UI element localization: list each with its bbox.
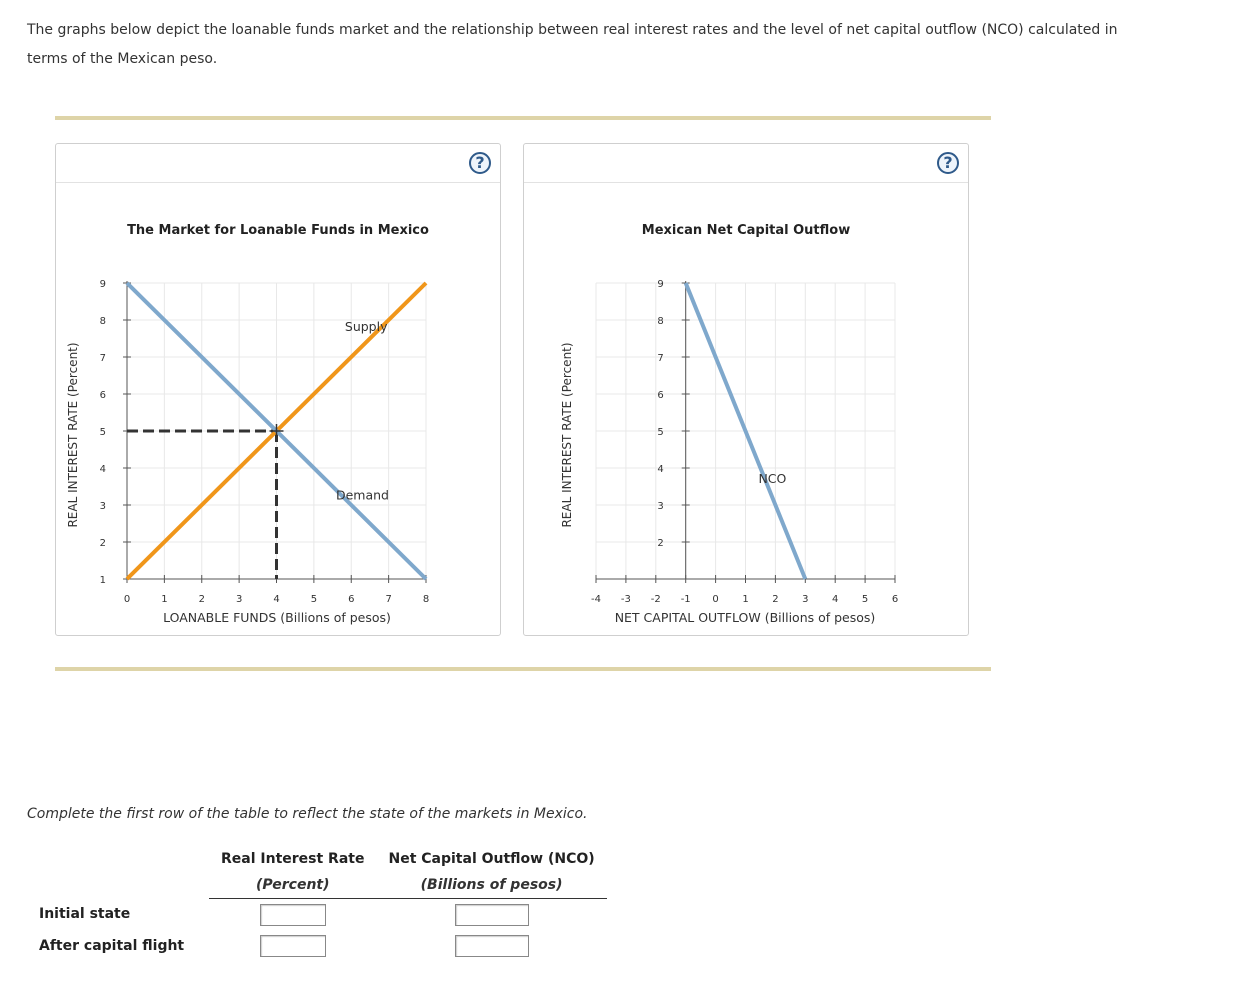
x-axis-label: NET CAPITAL OUTFLOW (Billions of pesos) xyxy=(614,610,876,625)
blank-header xyxy=(27,872,209,899)
y-tick-label: 4 xyxy=(657,464,664,475)
series-label: Supply xyxy=(344,319,388,335)
x-tick-label: 2 xyxy=(198,594,205,605)
rate-unit: (Percent) xyxy=(209,872,376,899)
y-axis-label: REAL INTEREST RATE (Percent) xyxy=(66,342,80,528)
y-tick-label: 8 xyxy=(657,316,664,327)
rate-column-header: Real Interest Rate xyxy=(221,851,365,867)
x-tick-label: 0 xyxy=(712,594,719,605)
intro-text: The graphs below depict the loanable funds market and the relationship between real interest rates and the level of net capital outflow (NCO) calculated in terms of the Mexican peso. xyxy=(27,22,1118,67)
flight-rate-input[interactable] xyxy=(260,935,326,957)
initial-rate-input[interactable] xyxy=(260,904,326,926)
y-tick-label: 2 xyxy=(99,538,106,549)
x-tick-label: 0 xyxy=(123,594,131,605)
x-tick-label: -2 xyxy=(650,594,661,605)
blank-header xyxy=(27,846,209,872)
x-tick-label: 1 xyxy=(161,594,168,605)
instructions: Complete the first row of the table to reflect the state of the markets in Mexico. xyxy=(27,806,588,822)
loanable-funds-chart xyxy=(56,183,500,635)
y-tick-label: 9 xyxy=(657,279,664,290)
x-tick-label: -3 xyxy=(620,594,631,605)
panel-header xyxy=(56,144,500,183)
series-label: Demand xyxy=(335,487,389,503)
x-tick-label: 7 xyxy=(385,594,392,605)
nco-cell xyxy=(376,930,606,961)
chart-title: Mexican Net Capital Outflow xyxy=(641,223,851,238)
panel-header xyxy=(524,144,968,183)
nco-panel xyxy=(523,143,969,636)
rate-cell xyxy=(209,899,376,931)
nco-cell xyxy=(376,899,606,931)
nco-column-header: Net Capital Outflow (NCO) xyxy=(388,851,595,867)
y-tick-label: 5 xyxy=(99,427,106,438)
y-tick-label: 3 xyxy=(657,501,664,512)
y-axis-label: REAL INTEREST RATE (Percent) xyxy=(560,342,574,528)
y-tick-label: 2 xyxy=(657,538,664,549)
y-tick-label: 7 xyxy=(657,353,664,364)
x-tick-label: -1 xyxy=(680,594,691,605)
y-tick-label: 7 xyxy=(99,353,106,364)
chart-title: The Market for Loanable Funds in Mexico xyxy=(127,223,429,238)
x-tick-label: 8 xyxy=(422,594,430,605)
y-tick-label: 5 xyxy=(657,427,664,438)
row-label: After capital flight xyxy=(39,937,185,954)
answer-table xyxy=(27,846,607,961)
y-tick-label: 1 xyxy=(99,575,106,586)
nco-unit: (Billions of pesos) xyxy=(376,872,606,899)
x-tick-label: 3 xyxy=(235,594,243,605)
x-tick-label: 2 xyxy=(772,594,779,605)
rate-cell xyxy=(209,930,376,961)
x-tick-label: 5 xyxy=(310,594,318,605)
bottom-divider xyxy=(55,667,991,671)
x-tick-label: 4 xyxy=(832,594,839,605)
x-tick-label: -4 xyxy=(591,594,601,605)
help-icon[interactable]: ? xyxy=(469,152,491,174)
table-row xyxy=(27,930,607,961)
y-tick-label: 6 xyxy=(99,390,106,401)
y-tick-label: 4 xyxy=(99,464,106,475)
table-row xyxy=(27,899,607,931)
y-tick-label: 6 xyxy=(657,390,664,401)
x-tick-label: 4 xyxy=(273,594,280,605)
x-tick-label: 6 xyxy=(348,594,355,605)
flight-nco-input[interactable] xyxy=(455,935,529,957)
x-axis-label: LOANABLE FUNDS (Billions of pesos) xyxy=(163,610,391,625)
help-icon[interactable]: ? xyxy=(937,152,959,174)
initial-nco-input[interactable] xyxy=(455,904,529,926)
loanable-funds-panel xyxy=(55,143,501,636)
x-tick-label: 1 xyxy=(742,594,749,605)
series-label: NCO xyxy=(758,470,787,486)
y-tick-label: 9 xyxy=(99,279,106,290)
x-tick-label: 6 xyxy=(891,594,899,605)
x-tick-label: 5 xyxy=(861,594,869,605)
nco-chart xyxy=(524,183,968,635)
y-tick-label: 3 xyxy=(99,501,106,512)
row-label: Initial state xyxy=(39,906,131,923)
x-tick-label: 3 xyxy=(802,594,809,605)
top-divider xyxy=(55,116,991,120)
y-tick-label: 8 xyxy=(99,316,106,327)
